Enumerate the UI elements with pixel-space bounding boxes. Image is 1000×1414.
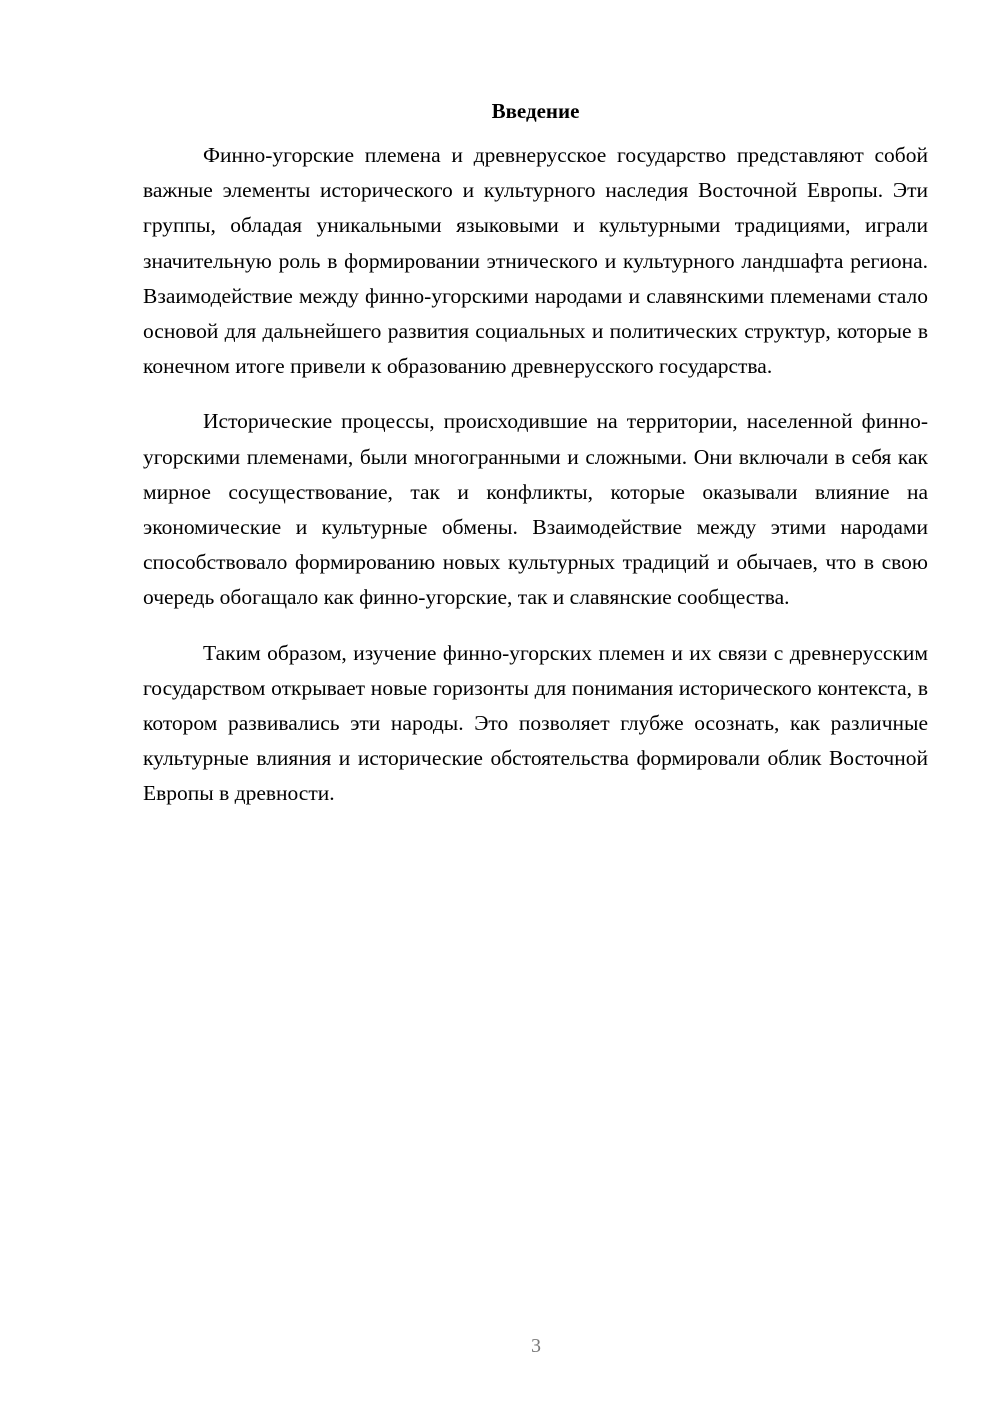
paragraph-1: Финно-угорские племена и древнерусское государство представляют собой важные элементы исторического и культурного наследия Восточной Европы. Эти группы, обладая уникальными языковыми и культурными традициями, играли значительную роль в формировании этнического и культурного ландшафта региона. Взаимодействие между финно-угорскими народами и славянскими племенами стало основой для дальнейшего развития социальных и политических структур, которые в конечном итоге привели к образованию древнерусского государства.	[143, 143, 928, 379]
page-number: 3	[531, 1335, 541, 1357]
section-heading: Введение	[491, 99, 580, 123]
paragraph-2: Исторические процессы, происходившие на территории, населенной финно-угорскими племенами, были многогранными и сложными. Они включали в себя как мирное сосуществование, так и конфликты, которые оказывали влияние на экономические и культурные обмены. Взаимодействие между этими народами способствовало формированию новых культурных традиций и обычаев, что в свою очередь обогащало как финно-угорские, так и славянские сообщества.	[143, 409, 928, 610]
paragraph-3: Таким образом, изучение финно-угорских племен и их связи с древнерусским государством открывает новые горизонты для понимания исторического контекста, в котором развивались эти народы. Это позволяет глубже осознать, как различные культурные влияния и исторические обстоятельства формировали облик Восточной Европы в древности.	[143, 640, 928, 806]
page-content	[143, 97, 928, 832]
